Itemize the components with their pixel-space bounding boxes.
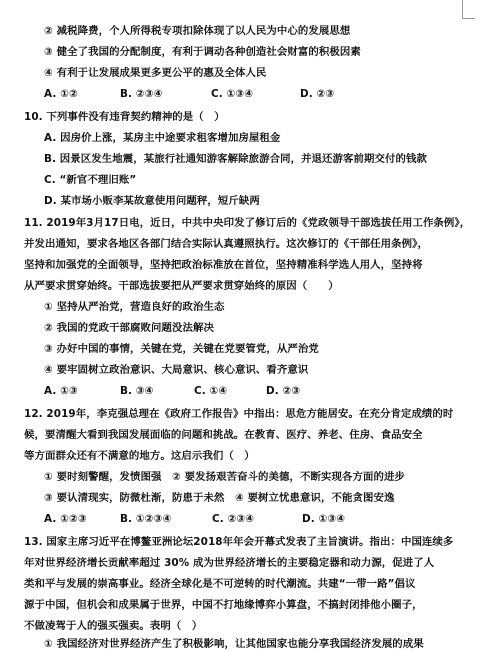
q13-stem-line-4: 源于中国，但机会和成果属于世界，中国不打地缘博弈小算盘，不搞封闭排他小圈子， <box>24 599 423 611</box>
q11-statement-1: ① 坚持从严治党，营造良好的政治生态 <box>44 301 225 313</box>
q9-option-c[interactable]: C. ①③④ <box>211 88 254 100</box>
q12-option-d[interactable]: D. ①③④ <box>302 513 346 525</box>
q12-statements-1-2: ① 要时刻警醒，发愤图强 ② 要发扬艰苦奋斗的美德，不断实现各方面的进步 <box>44 471 405 483</box>
q10-stem: 10. 下列事件没有违背契约精神的是（ ） <box>24 111 225 123</box>
q9-statement-4: ④ 有利于让发展成果更多更公平的惠及全体人民 <box>44 67 267 79</box>
q10-option-d[interactable]: D. 某市场小贩李某故意使用问题秤，短斤缺两 <box>44 195 260 207</box>
q12-option-b[interactable]: B. ①②③④ <box>120 513 172 525</box>
q11-stem-line-3: 坚持和加强党的全面领导，坚持把政治标准放在首位，坚持精准科学选人用人，坚持将 <box>24 259 423 271</box>
q9-option-b[interactable]: B. ②③④ <box>120 88 163 100</box>
q11-statement-3: ③ 办好中国的事情，关键在党，关键在党要管党，从严治党 <box>44 343 319 355</box>
q12-statements-3-4: ③ 要认清现实，防微杜渐，防患于未然 ④ 要树立忧患意识，不能贪图安逸 <box>44 492 395 504</box>
q12-option-a[interactable]: A. ①②③ <box>44 513 87 525</box>
q11-statement-2: ② 我国的党政干部腐败问题没法解决 <box>44 322 214 334</box>
q13-stem-line-1: 13. 国家主席习近平在博鳌亚洲论坛2018年年会开幕式发表了主旨演讲。指出：中国连续多 <box>24 536 454 548</box>
q11-option-b[interactable]: B. ③④ <box>120 385 154 397</box>
q12-stem-line-1: 12. 2019年，李克强总理在《政府工作报告》中指出：思危方能居安。在充分肯定成绩的时 <box>24 408 454 420</box>
q12-stem-line-3: 等方面群众还有不满意的地方。这启示我们（ ） <box>24 450 255 462</box>
q11-stem-line-4: 从严要求贯穿始终。干部选拔要把从严要求贯穿始终的原因（ ） <box>24 280 339 292</box>
q11-option-a[interactable]: A. ①③ <box>44 385 78 397</box>
q9-statement-3: ③ 健全了我国的分配制度，有利于调动各种创造社会财富的积极因素 <box>44 46 361 58</box>
q12-option-c[interactable]: C. ②③④ <box>212 513 255 525</box>
q10-option-a[interactable]: A. 因房价上涨，某房主中途要求租客增加房屋租金 <box>44 132 281 144</box>
q11-stem-line-2: 并发出通知，要求各地区各部门结合实际认真遵照执行。这次修订的《干部任用条例》， <box>24 238 428 250</box>
q10-option-b[interactable]: B. 因景区发生地震，某旅行社通知游客解除旅游合同，并退还游客前期交付的钱款 <box>44 153 427 165</box>
q10-option-c[interactable]: C. “新官不理旧账” <box>44 174 137 186</box>
q11-stem-line-1: 11. 2019年3月17日电，近日，中共中央印发了修订后的《党政领导干部选拔任用工作条例》， <box>24 217 471 229</box>
q13-stem-line-2: 年对世界经济增长贡献率超过 30% 成为世界经济增长的主要稳定器和动力源，促进了人 <box>24 557 435 569</box>
q12-stem-line-2: 候，要清醒大看到我国发展面临的问题和挑战。在教育、医疗、养老、住房、食品安全 <box>24 429 423 441</box>
page-corner-mark <box>462 0 475 19</box>
q11-option-c[interactable]: C. ①④ <box>194 385 228 397</box>
q13-stem-line-5: 不做凌驾于人的强买强卖。表明（ ） <box>24 620 203 632</box>
q9-option-a[interactable]: A. ①② <box>44 88 78 100</box>
q11-option-d[interactable]: D. ②③ <box>266 385 301 397</box>
q9-statement-2: ② 减税降费，个人所得税专项扣除体现了以人民为中心的发展思想 <box>44 25 351 37</box>
q11-statement-4: ④ 要牢固树立政治意识、大局意识、核心意识、看齐意识 <box>44 364 309 376</box>
q13-stem-line-3: 类和平与发展的崇高事业。经济全球化是不可逆转的时代潮流。共建“一带一路”倡议 <box>24 578 416 590</box>
q9-option-d[interactable]: D. ②③ <box>300 88 335 100</box>
q13-statement-1: ① 我国经济对世界经济产生了积极影响，让其他国家也能分享我国经济发展的成果 <box>44 638 424 650</box>
